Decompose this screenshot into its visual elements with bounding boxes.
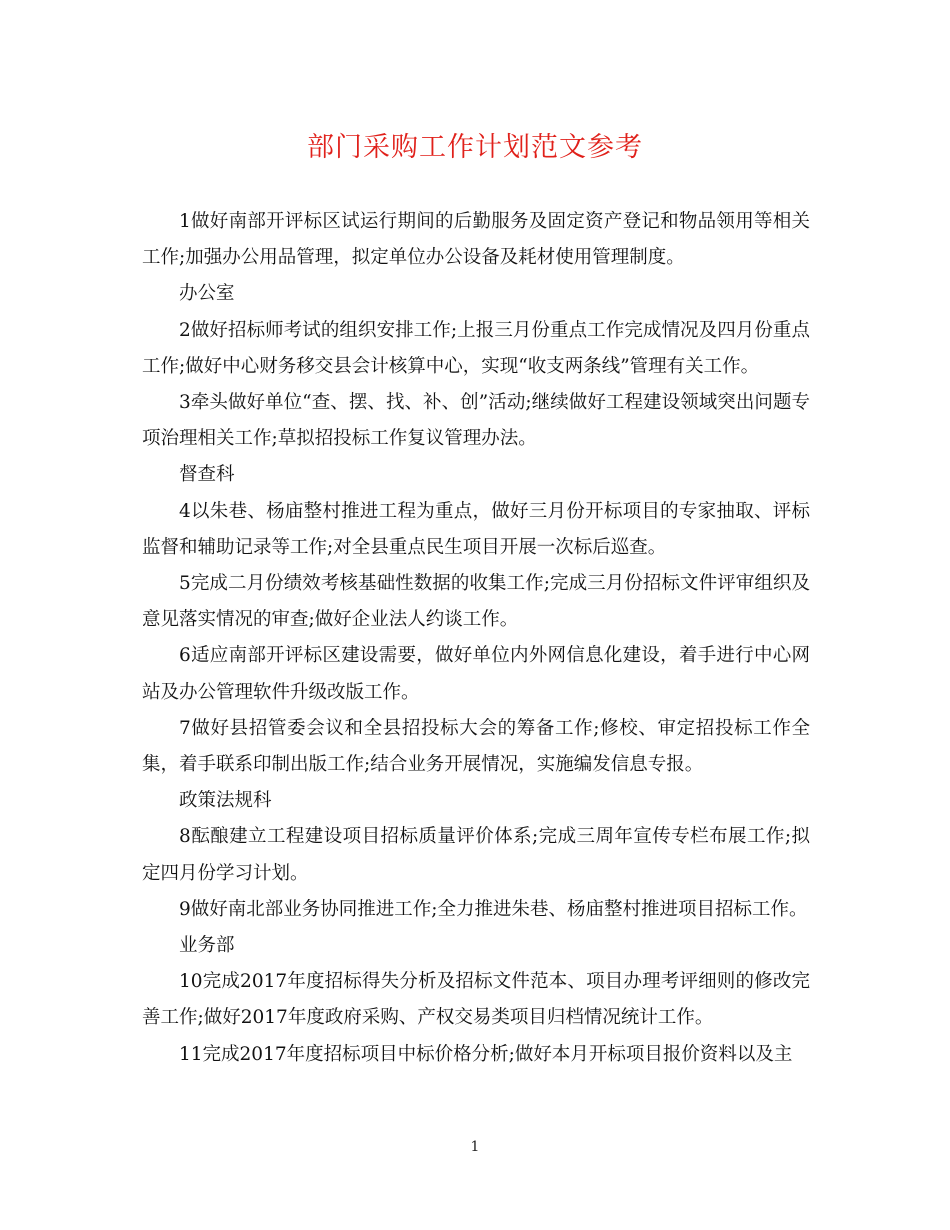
paragraph-5: 5完成二月份绩效考核基础性数据的收集工作;完成三月份招标文件评审组织及意见落实情况的审查;做好企业法人约谈工作。 <box>142 573 810 631</box>
paragraph-9: 9做好南北部业务协同推进工作;全力推进朱巷、杨庙整村推进项目招标工作。 <box>179 898 808 920</box>
section-heading-office: 办公室 <box>179 283 235 305</box>
paragraph-7: 7做好县招管委会议和全县招投标大会的筹备工作;修校、审定招投标工作全集，着手联系印制出版工作;结合业务开展情况，实施编发信息专报。 <box>142 717 810 776</box>
section-heading-inspection: 督查科 <box>179 464 235 486</box>
paragraph-3: 3牵头做好单位“查、摆、找、补、创”活动;继续做好工程建设领域突出问题专项治理相关工作;草拟招投标工作复议管理办法。 <box>142 392 810 450</box>
document-title: 部门采购工作计划范文参考 <box>307 132 643 163</box>
section-heading-policy: 政策法规科 <box>179 790 272 812</box>
paragraph-10: 10完成2017年度招标得失分析及招标文件范本、项目办理考评细则的修改完善工作;做好2017年度政府采购、产权交易类项目归档情况统计工作。 <box>142 971 810 1029</box>
paragraph-2: 2做好招标师考试的组织安排工作;上报三月份重点工作完成情况及四月份重点工作;做好中心财务移交县会计核算中心，实现“收支两条线”管理有关工作。 <box>142 319 810 377</box>
paragraph-11: 11完成2017年度招标项目中标价格分析;做好本月开标项目报价资料以及主 <box>179 1043 793 1065</box>
page-number: 1 <box>470 1139 480 1155</box>
document-body <box>142 204 810 1073</box>
paragraph-8: 8酝酿建立工程建设项目招标质量评价体系;完成三周年宣传专栏布展工作;拟定四月份学习计划。 <box>142 826 810 884</box>
paragraph-1: 1做好南部开评标区试运行期间的后勤服务及固定资产登记和物品领用等相关工作;加强办公用品管理，拟定单位办公设备及耗材使用管理制度。 <box>142 211 810 269</box>
paragraph-4: 4以朱巷、杨庙整村推进工程为重点，做好三月份开标项目的专家抽取、评标监督和辅助记录等工作;对全县重点民生项目开展一次标后巡查。 <box>142 500 810 558</box>
paragraph-6: 6适应南部开评标区建设需要，做好单位内外网信息化建设，着手进行中心网站及办公管理软件升级改版工作。 <box>142 645 810 703</box>
section-heading-business: 业务部 <box>179 935 235 957</box>
